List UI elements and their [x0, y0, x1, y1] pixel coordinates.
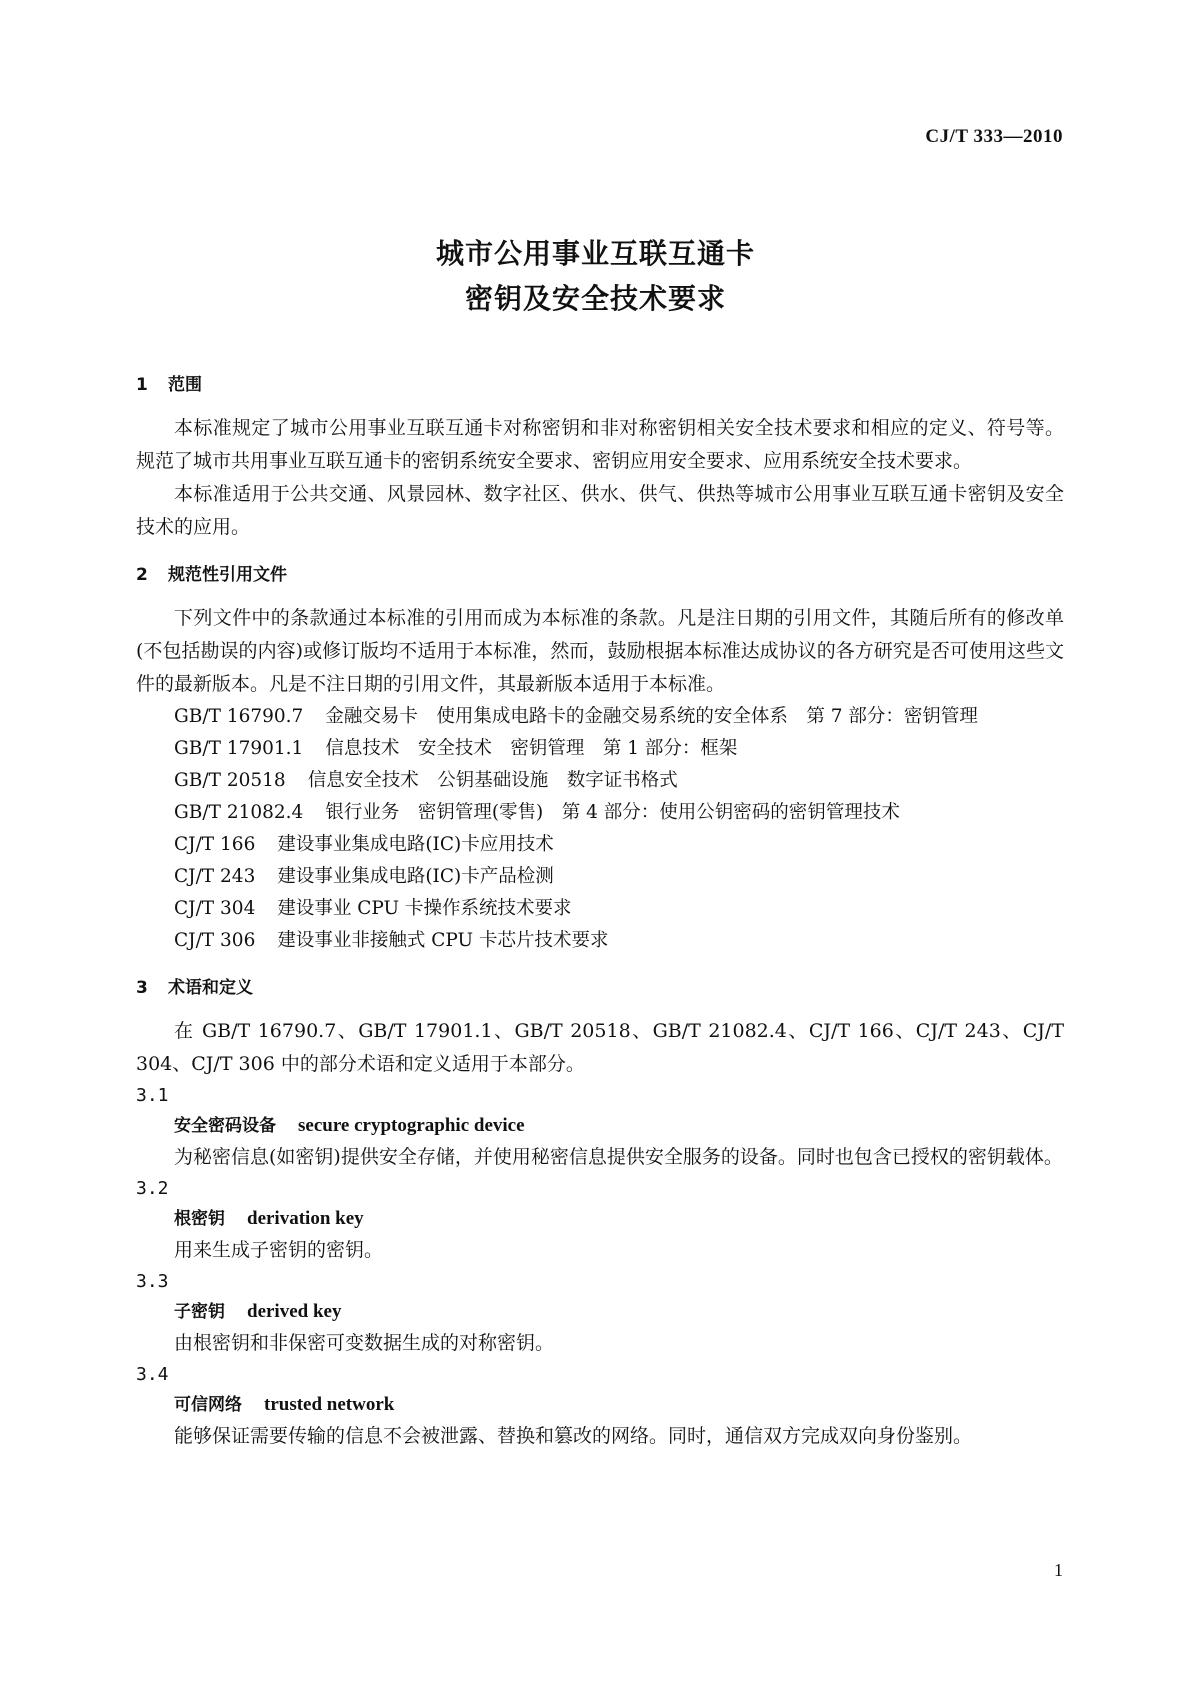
reference-item: [136, 893, 1064, 925]
term-definition: 由根密钥和非保密可变数据生成的对称密钥。: [174, 1332, 555, 1354]
section-title: 规范性引用文件: [168, 565, 287, 585]
term-definition: 用来生成子密钥的密钥。: [174, 1239, 384, 1261]
section-2-heading: [136, 562, 1064, 588]
reference-code: GB/T 20518: [174, 770, 286, 791]
term-heading: [136, 1390, 1064, 1420]
reference-title: 信息技术 安全技术 密钥管理 第 1 部分：框架: [325, 738, 738, 759]
reference-item: [136, 701, 1064, 733]
section-title: 范围: [168, 375, 202, 395]
reference-title: 建设事业 CPU 卡操作系统技术要求: [277, 898, 572, 919]
reference-item: [136, 765, 1064, 797]
clause-number: 3.3: [136, 1271, 169, 1292]
reference-code: GB/T 21082.4: [174, 802, 304, 823]
paragraph: 下列文件中的条款通过本标准的引用而成为本标准的条款。凡是注日期的引用文件，其随后所有的修改单(不包括勘误的内容)或修订版均不适用于本标准，然而，鼓励根据本标准达成协议的各方研究是否可使用这些文件的最新版本。凡是不注日期的引用文件，其最新版本适用于本标准。: [136, 607, 1064, 695]
section-number: 1: [136, 375, 148, 395]
reference-code: GB/T 17901.1: [174, 738, 304, 759]
page-number: 1: [1054, 1560, 1063, 1580]
reference-title: 建设事业非接触式 CPU 卡芯片技术要求: [277, 930, 609, 951]
term-zh: 安全密码设备: [174, 1116, 276, 1136]
reference-title: 银行业务 密钥管理(零售) 第 4 部分：使用公钥密码的密钥管理技术: [325, 802, 900, 823]
reference-code: GB/T 16790.7: [174, 706, 304, 727]
reference-code: CJ/T 306: [174, 930, 256, 951]
document-title-line1: 城市公用事业互联互通卡: [435, 237, 755, 270]
reference-code: CJ/T 243: [174, 866, 256, 887]
section-number: 2: [136, 565, 148, 585]
clause-number: 3.2: [136, 1178, 169, 1199]
term-definition: 为秘密信息(如密钥)提供安全存储，并使用秘密信息提供安全服务的设备。同时也包含已授权的密钥载体。: [174, 1146, 1063, 1168]
term-en: derived key: [247, 1301, 342, 1322]
term-heading: [136, 1204, 1064, 1234]
clause-number: 3.1: [136, 1085, 169, 1106]
reference-title: 建设事业集成电路(IC)卡应用技术: [277, 834, 554, 855]
section-1-heading: [136, 372, 1064, 398]
section-number: 3: [136, 978, 148, 998]
paragraph: 本标准适用于公共交通、风景园林、数字社区、供水、供气、供热等城市公用事业互联互通卡密钥及安全技术的应用。: [136, 483, 1064, 538]
reference-item: [136, 797, 1064, 829]
reference-code: CJ/T 304: [174, 898, 256, 919]
reference-item: [136, 733, 1064, 765]
section-3-heading: [136, 975, 1064, 1001]
reference-code: CJ/T 166: [174, 834, 256, 855]
reference-title: 金融交易卡 使用集成电路卡的金融交易系统的安全体系 第 7 部分：密钥管理: [325, 706, 978, 727]
term-en: secure cryptographic device: [298, 1115, 525, 1136]
term-zh: 根密钥: [174, 1209, 225, 1229]
reference-title: 信息安全技术 公钥基础设施 数字证书格式: [307, 770, 678, 791]
reference-item: [136, 925, 1064, 957]
term-zh: 可信网络: [174, 1395, 242, 1415]
reference-title: 建设事业集成电路(IC)卡产品检测: [277, 866, 554, 887]
term-heading: [136, 1297, 1064, 1327]
term-definition: 能够保证需要传输的信息不会被泄露、替换和篡改的网络。同时，通信双方完成双向身份鉴别。: [174, 1425, 973, 1447]
reference-item: [136, 861, 1064, 893]
reference-item: [136, 829, 1064, 861]
document-title-line2: 密钥及安全技术要求: [464, 282, 726, 315]
document-body: [136, 372, 1064, 1453]
term-zh: 子密钥: [174, 1302, 225, 1322]
section-title: 术语和定义: [168, 978, 253, 998]
paragraph: 本标准规定了城市公用事业互联互通卡对称密钥和非对称密钥相关安全技术要求和相应的定义、符号等。规范了城市共用事业互联互通卡的密钥系统安全要求、密钥应用安全要求、应用系统安全技术要求。: [136, 417, 1064, 472]
clause-number: 3.4: [136, 1364, 169, 1385]
standard-code: CJ/T 333—2010: [925, 126, 1063, 147]
paragraph: 在 GB/T 16790.7、GB/T 17901.1、GB/T 20518、GB/T 21082.4、CJ/T 166、CJ/T 243、CJ/T 304、CJ/T 306 中的部分术语和定义适用于本部分。: [136, 1020, 1064, 1075]
term-en: trusted network: [264, 1394, 395, 1415]
term-en: derivation key: [247, 1208, 364, 1229]
term-heading: [136, 1111, 1064, 1141]
